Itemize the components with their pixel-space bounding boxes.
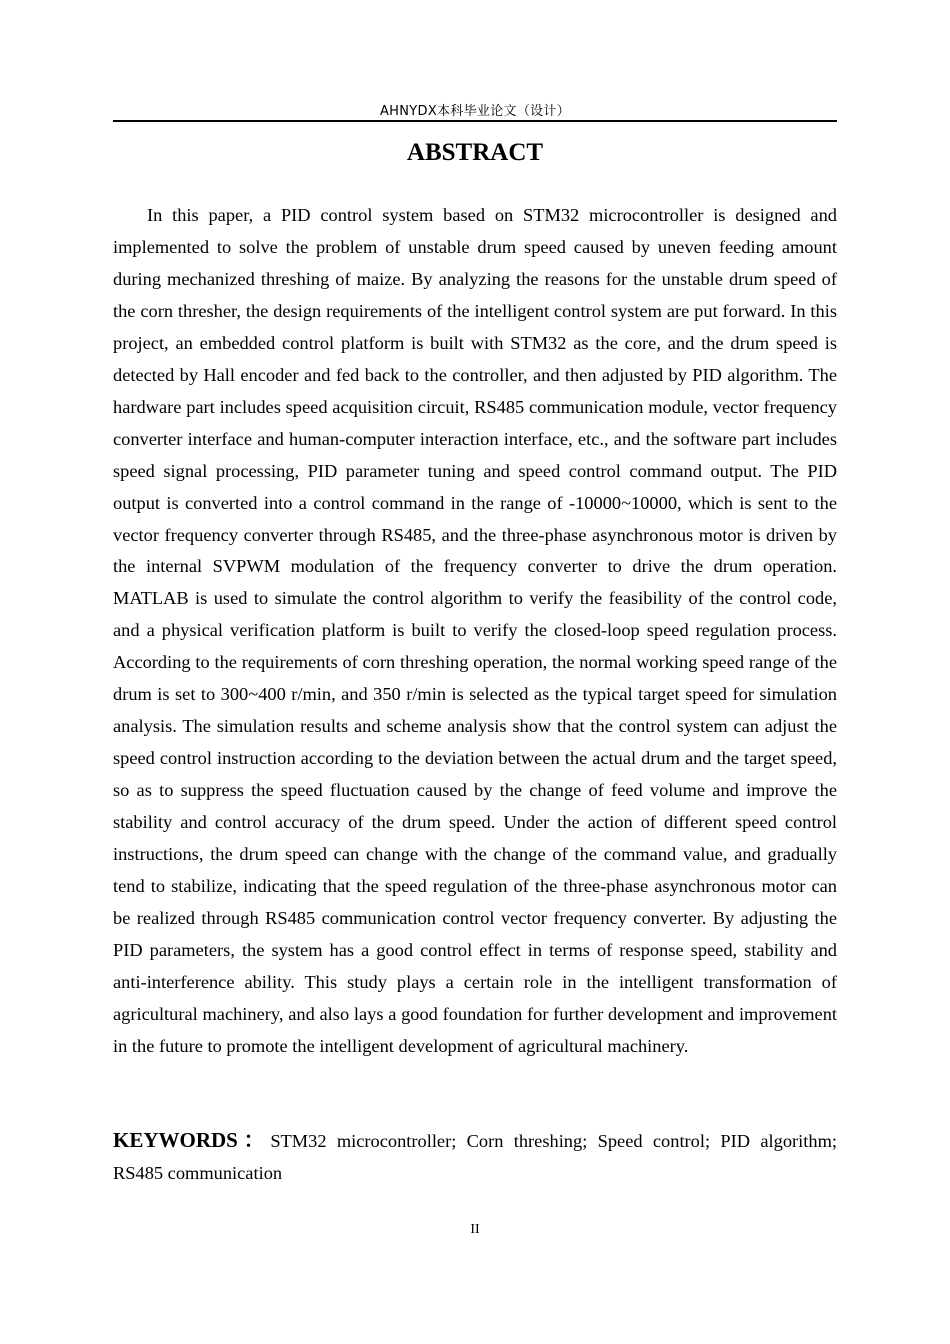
header-rule — [113, 120, 837, 122]
keywords-line — [113, 1125, 837, 1190]
abstract-body: In this paper, a PID control system based on STM32 microcontroller is designed and implemented to solve the problem of unstable drum speed caused by uneven feeding amount during mechanized threshing of maize. By analyzing the reasons for the unstable drum speed of the corn thresher, the design requirements of the intelligent control system are put forward. In this project, an embedded control platform is built with STM32 as the core, and the drum speed is detected by Hall encoder and fed back to the controller, and then adjusted by PID algorithm. The hardware part includes speed acquisition circuit, RS485 communication module, vector frequency converter interface and human-computer interaction interface, etc., and the software part includes speed signal processing, PID parameter tuning and speed control command output. The PID output is converted into a control command in the range of -10000~10000, which is sent to the vector frequency converter through RS485, and the three-phase asynchronous motor is driven by the internal SVPWM modulation of the frequency converter to drive the drum operation. MATLAB is used to simulate the control algorithm to verify the feasibility of the control code, and a physical verification platform is built to verify the closed-loop speed regulation process. According to the requirements of corn threshing operation, the normal working speed range of the drum is set to 300~400 r/min, and 350 r/min is selected as the typical target speed for simulation analysis. The simulation results and scheme analysis show that the control system can adjust the speed control instruction according to the deviation between the actual drum and the target speed, so as to suppress the speed fluctuation caused by the change of feed volume and improve the stability and control accuracy of the drum speed. Under the action of different speed control instructions, the drum speed can change with the change of the command value, and gradually tend to stabilize, indicating that the speed regulation of the three-phase asynchronous motor can be realized through RS485 communication control vector frequency converter. By adjusting the PID parameters, the system has a good control effect in terms of response speed, stability and anti-interference ability. This study plays a certain role in the intelligent transformation of agricultural machinery, and also lays a good foundation for further development and improvement in the future to promote the intelligent development of agricultural machinery. — [113, 205, 837, 1056]
abstract-title: ABSTRACT — [406, 139, 544, 166]
keywords-label: KEYWORDS — [113, 1128, 238, 1152]
running-header: AHNYDX本科毕业论文（设计） — [379, 104, 571, 119]
page-number: II — [470, 1222, 480, 1237]
keywords-separator: ： — [237, 1128, 271, 1152]
keywords-text: STM32 microcontroller; Corn threshing; Speed control; PID algorithm; RS485 communication — [113, 1131, 837, 1183]
